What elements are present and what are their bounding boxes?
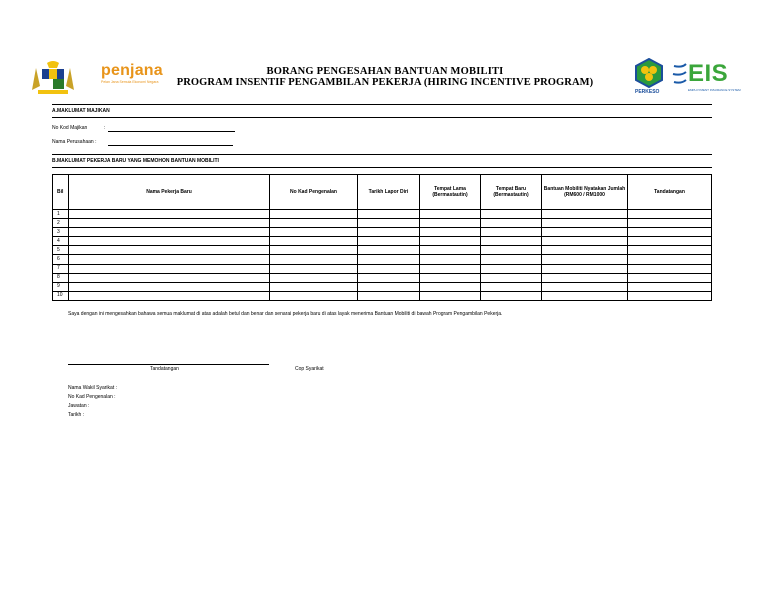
table-cell[interactable] [542,219,628,228]
eis-tagline: EMPLOYMENT INSURANCE SYSTEM [688,88,741,92]
table-cell[interactable] [358,246,420,255]
row-number: 6 [53,255,69,264]
table-row [53,210,712,219]
table-cell[interactable] [628,210,712,219]
table-cell[interactable] [481,255,542,264]
table-cell[interactable] [358,228,420,237]
row-number: 4 [53,237,69,246]
table-cell[interactable] [542,210,628,219]
row-number: 10 [53,291,69,300]
perkeso-label: PERKESO [635,89,660,95]
table-cell[interactable] [420,264,481,273]
row-number: 2 [53,219,69,228]
table-cell[interactable] [542,264,628,273]
table-row [53,237,712,246]
table-cell[interactable] [481,210,542,219]
penjana-logo: penjana [101,62,163,79]
table-row [53,219,712,228]
table-cell[interactable] [628,246,712,255]
column-header: Tarikh Lapor Diri [358,175,420,210]
table-cell[interactable] [481,228,542,237]
table-cell[interactable] [481,237,542,246]
table-cell[interactable] [628,291,712,300]
section-a-title: A.MAKLUMAT MAJIKAN [52,108,110,114]
section-a-top-rule [52,104,712,105]
table-cell[interactable] [69,264,270,273]
column-header: No Kad Pengenalan [270,175,358,210]
table-cell[interactable] [420,282,481,291]
declaration-text: Saya dengan ini mengesahkan bahawa semua maklumat di atas adalah betul dan benar dan senarai pekerja baru di atas layak menerima Bantuan Mobiliti di bawah Program Pengambilan Pekerja. [68,311,503,317]
section-a-bottom-rule [52,117,712,118]
table-cell[interactable] [270,210,358,219]
employer-code-colon: : [104,125,106,131]
rep-name-label: Nama Wakil Syarikat : [68,385,117,391]
table-cell[interactable] [69,237,270,246]
table-cell[interactable] [69,273,270,282]
table-cell[interactable] [628,219,712,228]
table-cell[interactable] [481,282,542,291]
rep-ic-label: No Kad Pengenalan : [68,394,116,400]
malaysia-coat-of-arms-logo [30,60,76,96]
table-row [53,291,712,300]
table-cell[interactable] [542,237,628,246]
table-row [53,264,712,273]
column-header: Tempat Lama (Bermastautin) [420,175,481,210]
table-cell[interactable] [628,228,712,237]
row-number: 3 [53,228,69,237]
table-cell[interactable] [358,255,420,264]
table-cell[interactable] [481,219,542,228]
table-cell[interactable] [481,246,542,255]
table-cell[interactable] [420,255,481,264]
table-row [53,273,712,282]
table-row [53,228,712,237]
table-cell[interactable] [69,228,270,237]
table-cell[interactable] [420,219,481,228]
section-b-title: B.MAKLUMAT PEKERJA BARU YANG MEMOHON BANTUAN MOBILITI [52,158,219,164]
table-cell[interactable] [542,246,628,255]
form-subtitle: PROGRAM INSENTIF PENGAMBILAN PEKERJA (HIRING INCENTIVE PROGRAM) [176,77,594,88]
row-number: 9 [53,282,69,291]
column-header: Nama Pekerja Baru [69,175,270,210]
table-cell[interactable] [270,219,358,228]
section-b-top-rule [52,154,712,155]
table-cell[interactable] [358,282,420,291]
table-row [53,246,712,255]
row-number: 1 [53,210,69,219]
table-cell[interactable] [69,255,270,264]
employer-code-label: No Kod Majikan [52,125,88,131]
table-cell[interactable] [420,237,481,246]
table-cell[interactable] [628,282,712,291]
table-cell[interactable] [420,210,481,219]
table-cell[interactable] [358,210,420,219]
table-cell[interactable] [69,282,270,291]
table-cell[interactable] [270,291,358,300]
position-label: Jawatan : [68,403,90,409]
table-cell[interactable] [270,273,358,282]
table-cell[interactable] [542,228,628,237]
new-employee-table [52,174,712,301]
column-header: Tandatangan [628,175,712,210]
table-cell[interactable] [270,282,358,291]
table-cell[interactable] [270,255,358,264]
column-header: Bantuan Mobiliti Nyatakan Jumlah (RM600 / RM1000 [542,175,628,210]
section-b-bottom-rule [52,167,712,168]
table-cell[interactable] [628,237,712,246]
table-cell[interactable] [628,273,712,282]
table-cell[interactable] [542,273,628,282]
company-stamp-label: Cop Syarikat [295,366,324,372]
employer-code-field[interactable] [108,131,235,132]
table-cell[interactable] [481,273,542,282]
date-label: Tarikh : [68,412,85,418]
row-number: 7 [53,264,69,273]
form-title: BORANG PENGESAHAN BANTUAN MOBILITI [266,66,504,77]
signature-label: Tandatangan [150,366,179,372]
table-row [53,255,712,264]
table-cell[interactable] [420,291,481,300]
table-cell[interactable] [420,273,481,282]
table-cell[interactable] [69,210,270,219]
table-cell[interactable] [270,246,358,255]
table-cell[interactable] [420,246,481,255]
table-cell[interactable] [69,246,270,255]
row-number: 5 [53,246,69,255]
table-cell[interactable] [481,291,542,300]
perkeso-logo [634,58,664,88]
table-cell[interactable] [270,264,358,273]
eis-swoosh-icon [672,62,688,90]
company-name-field[interactable] [108,145,233,146]
table-cell[interactable] [420,228,481,237]
company-name-label: Nama Perusahaan : [52,139,97,145]
table-cell[interactable] [69,291,270,300]
table-cell[interactable] [358,273,420,282]
column-header: Tempat Baru (Bermastautin) [481,175,542,210]
table-row [53,282,712,291]
eis-logo: EIS [688,60,729,87]
table-header-row [53,175,712,210]
table-cell[interactable] [542,291,628,300]
table-cell[interactable] [481,264,542,273]
table-cell[interactable] [628,255,712,264]
signature-line[interactable] [68,364,269,365]
table-cell[interactable] [270,228,358,237]
table-cell[interactable] [628,264,712,273]
table-cell[interactable] [358,264,420,273]
table-cell[interactable] [358,219,420,228]
table-cell[interactable] [270,237,358,246]
penjana-tagline: Pelan Jana Semula Ekonomi Negara [101,80,159,84]
table-cell[interactable] [69,219,270,228]
table-cell[interactable] [358,237,420,246]
column-header: Bil [53,175,69,210]
table-cell[interactable] [542,255,628,264]
row-number: 8 [53,273,69,282]
table-cell[interactable] [542,282,628,291]
table-cell[interactable] [358,291,420,300]
